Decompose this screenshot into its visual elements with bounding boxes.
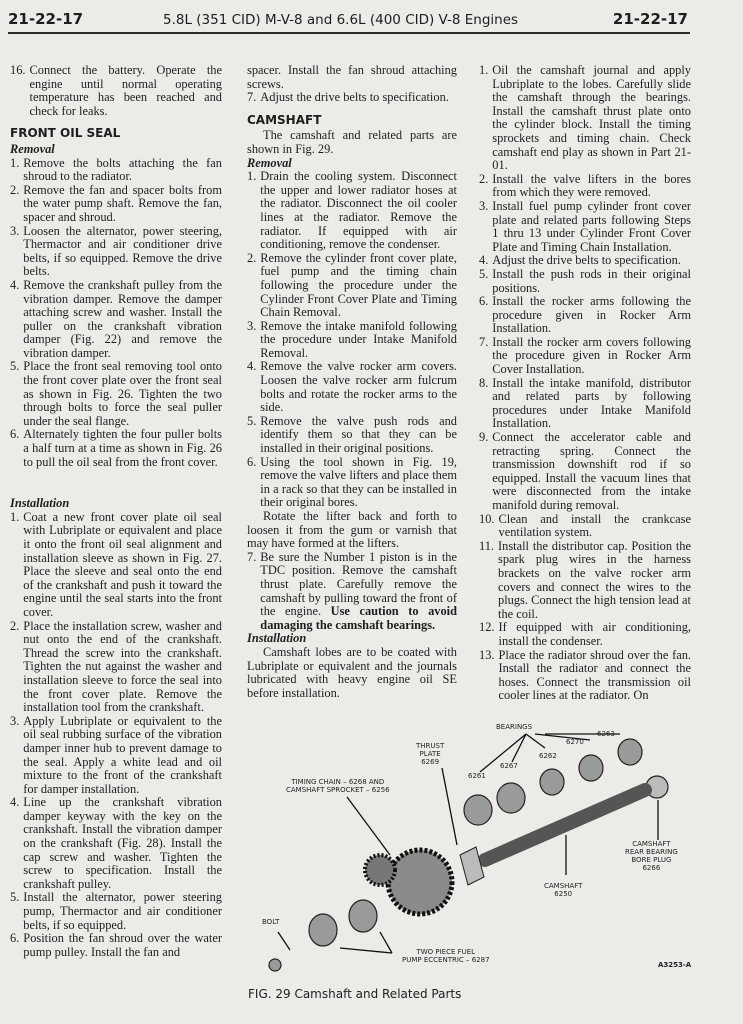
numbered-step: [247, 170, 457, 252]
step-text-body: Clean and install the crankcase ventilation system.: [498, 511, 691, 540]
step-text-body: Using the tool shown in Fig. 19, remove the valve lifters and place them in a rack so that they can be installed in their original bores.: [260, 454, 457, 510]
paragraph: Rotate the lifter back and forth to loosen it from the gum or varnish that may have formed at the lifters.: [247, 509, 457, 551]
subsection-heading: Installation: [10, 496, 70, 511]
numbered-step: [479, 295, 691, 336]
step-text-body: Loosen the alternator, power steering, Thermactor and air conditioner drive belts, if so equipped. Remove the drive belts.: [23, 223, 222, 279]
label-6267: 6267: [500, 762, 518, 770]
step-number: 3.: [10, 223, 20, 238]
label-bolt: BOLT: [262, 918, 280, 926]
step-number: 2.: [247, 250, 257, 265]
step-text: [492, 64, 691, 173]
step-text-body: Remove the crankshaft pulley from the vibration damper. Remove the damper attaching screw and washer. Install the puller on the crankshaft vibration damper (Fig. 22) and remove the vibration damper.: [23, 277, 222, 360]
numbered-step: [10, 225, 222, 279]
step-text-body: If equipped with air conditioning, install the condenser.: [498, 620, 691, 648]
label-6263: 6263: [597, 730, 615, 738]
step-text: [23, 891, 222, 932]
step-text-body: Apply Lubriplate or equivalent to the oil seal rubbing surface of the vibration damper inner hub to prevent damage to the seal. Apply a white lead and oil mixture to the front of the crankshaft for damper installation.: [23, 713, 222, 796]
subsection-heading: Removal: [247, 155, 292, 170]
label-6270: 6270: [566, 738, 584, 746]
numbered-step: [10, 715, 222, 797]
step-number: 5.: [10, 359, 20, 374]
figure-caption: FIG. 29 Camshaft and Related Parts: [248, 987, 462, 1001]
label-camshaft: CAMSHAFT 6250: [544, 882, 583, 898]
step-text-body: Remove the valve push rods and identify them so that they can be installed in their original positions.: [260, 413, 457, 456]
step-number: 6.: [247, 454, 257, 469]
numbered-step: [479, 268, 691, 295]
step-number: 4.: [247, 359, 257, 374]
numbered-step: [10, 279, 222, 361]
step-text-body: Remove the valve rocker arm covers. Loosen the valve rocker arm fulcrum bolts and rotate the rocker arms to the side.: [260, 359, 457, 415]
numbered-step: [247, 320, 457, 361]
numbered-step: [247, 415, 457, 456]
step-text-body: Install fuel pump cylinder front cover plate and related parts following Steps 1 thru 13 under Cylinder Front Cover Plate and Timing Chain Installation.: [492, 198, 691, 254]
step-text-body: Connect the battery. Operate the engine until normal operating temperature has been reached and check for leaks.: [29, 63, 222, 118]
label-bore-plug: CAMSHAFT REAR BEARING BORE PLUG 6266: [625, 840, 678, 872]
step-number: 9.: [479, 430, 489, 445]
step-text-body: Adjust the drive belts to specification.: [492, 253, 681, 268]
spacer: [10, 469, 222, 497]
step-text: [23, 360, 222, 428]
step-caution: Use caution to avoid damaging the camshaft bearings.: [260, 604, 457, 632]
step-text-body: Line up the crankshaft vibration damper keyway with the key on the crankshaft. Install the vibration damper on the crankshaft (Fig. 28). Install the cap screw and washer. Tighten the screw to specification. Install the crankshaft pulley.: [23, 795, 222, 891]
numbered-step: [479, 173, 691, 200]
numbered-step: [479, 649, 691, 703]
step-number: 3.: [247, 318, 257, 333]
step-number: 1.: [247, 169, 257, 184]
step-number: 2.: [10, 182, 20, 197]
step-number: 4.: [10, 277, 20, 292]
step-text-body: Place the installation screw, washer and nut onto the end of the crankshaft. Thread the screw into the crankshaft. Tighten the nut against the washer and installation sleeve to force the seal into the front cover plate. Remove the installation tool from the crankshaft.: [23, 618, 222, 715]
step-text: [23, 157, 222, 184]
step-text: [23, 428, 222, 469]
numbered-step: [10, 184, 222, 225]
step-text: [260, 551, 457, 633]
step-text: [23, 279, 222, 361]
numbered-step: [10, 796, 222, 891]
step-text: [260, 91, 457, 105]
section-heading: FRONT OIL SEAL: [10, 126, 121, 141]
step-number: 1.: [479, 63, 489, 77]
numbered-step: [479, 540, 691, 622]
figure-camshaft-parts: [250, 720, 710, 1010]
step-text: [492, 377, 691, 431]
step-text-body: Oil the camshaft journal and apply Lubriplate to the lobes. Carefully slide the camshaft through the bearings. Install the camshaft thrust plate onto the cylinder block. Install the timing sprockets and timing chain. Check camshaft end play as shown in Part 21-01.: [492, 63, 691, 173]
subsection-heading: Installation: [247, 631, 307, 646]
step-number: 16.: [10, 63, 26, 77]
step-text: [492, 295, 691, 336]
step-text-body: Alternately tighten the four puller bolts a half turn at a time as shown in Fig. 26 to pull the oil seal from the front cover.: [23, 427, 222, 469]
numbered-step: [10, 157, 222, 184]
section-heading: CAMSHAFT: [247, 112, 322, 127]
step-text: [498, 540, 691, 622]
numbered-step: [10, 360, 222, 428]
numbered-step: [10, 511, 222, 620]
label-6261: 6261: [468, 772, 486, 780]
step-number: 6.: [479, 294, 489, 309]
numbered-step: [479, 513, 691, 540]
numbered-step: [10, 64, 222, 118]
numbered-step: [247, 91, 457, 105]
step-text: [23, 796, 222, 891]
label-fuel-pump-eccentric: TWO PIECE FUEL PUMP ECCENTRIC – 6287: [402, 948, 490, 964]
page-number-left: 21-22-17: [8, 10, 84, 28]
step-text: [499, 513, 692, 540]
step-number: 6.: [10, 427, 20, 442]
thrust-plate-shape: [460, 847, 484, 885]
step-number: 12.: [479, 620, 495, 635]
page-title: 5.8L (351 CID) M-V-8 and 6.6L (400 CID) V-8 Engines: [163, 12, 519, 28]
step-text: [492, 268, 691, 295]
step-number: 6.: [10, 931, 20, 946]
step-text: [492, 200, 691, 254]
step-text: [23, 715, 222, 797]
numbered-step: [479, 377, 691, 431]
numbered-step: [247, 252, 457, 320]
numbered-step: [247, 551, 457, 633]
numbered-step: [479, 336, 691, 377]
step-number: 4.: [479, 253, 489, 268]
step-number: 2.: [479, 171, 489, 186]
step-text: [499, 621, 692, 648]
page-number-right: 21-22-17: [612, 10, 688, 28]
step-text: [260, 360, 457, 414]
step-text: [260, 320, 457, 361]
step-text-body: Remove the bolts attaching the fan shroud to the radiator.: [23, 155, 222, 184]
paragraph: spacer. Install the fan shroud attaching screws.: [247, 63, 457, 91]
step-number: 11.: [479, 538, 495, 553]
paragraph: The camshaft and related parts are shown in Fig. 29.: [247, 128, 457, 156]
step-text-body: Install the rocker arms following the procedure given in Rocker Arm Installation.: [492, 294, 691, 336]
step-number: 7.: [247, 90, 257, 105]
numbered-step: [10, 932, 222, 959]
step-number: 5.: [247, 413, 257, 428]
step-number: 5.: [10, 890, 20, 905]
step-number: 7.: [247, 549, 257, 564]
label-6262: 6262: [539, 752, 557, 760]
step-number: 1.: [10, 155, 20, 170]
step-text-body: Remove the fan and spacer bolts from the water pump shaft. Remove the fan, spacer and shroud.: [23, 182, 222, 224]
step-number: 4.: [10, 795, 20, 810]
step-text: [492, 254, 691, 268]
numbered-step: [247, 360, 457, 414]
step-number: 5.: [479, 266, 489, 281]
step-number: 7.: [479, 334, 489, 349]
step-text-body: Position the fan shroud over the water pump pulley. Install the fan and: [23, 931, 222, 959]
step-text-body: Install the rocker arm covers following the procedure given in Rocker Arm Cover Installation.: [492, 334, 691, 377]
label-bearings: BEARINGS: [496, 723, 533, 731]
step-text: [492, 336, 691, 377]
step-text: [492, 431, 691, 513]
step-text-body: Remove the intake manifold following the procedure under Intake Manifold Removal.: [260, 318, 457, 360]
step-text: [260, 252, 457, 320]
step-number: 13.: [479, 647, 495, 662]
step-text: [30, 64, 223, 118]
step-text-body: Coat a new front cover plate oil seal with Lubriplate or equivalent and place it onto the front oil seal alignment and installation sleeve as shown in Fig. 27. Place the sleeve and seal onto the end of the crankshaft and push it toward the engine until the seal starts into the front cover.: [23, 509, 222, 619]
step-text: [492, 173, 691, 200]
step-text-body: Adjust the drive belts to specification.: [260, 90, 449, 105]
page-header: [8, 8, 690, 34]
step-number: 2.: [10, 618, 20, 633]
step-number: 3.: [479, 198, 489, 213]
numbered-step: [479, 64, 691, 173]
figure-code: A3253-A: [658, 961, 692, 969]
step-number: 8.: [479, 375, 489, 390]
step-text-body: Install the push rods in their original positions.: [492, 266, 691, 295]
step-text: [23, 511, 222, 620]
step-text-body: Connect the accelerator cable and retracting spring. Connect the transmission downshift rod if so equipped. Install the vacuum lines that were disconnected from the intake manifold during removal.: [492, 430, 691, 512]
step-text: [23, 932, 222, 959]
numbered-step: [10, 428, 222, 469]
sprocket-shape: [388, 850, 452, 914]
step-number: 1.: [10, 509, 20, 524]
step-text-body: Be sure the Number 1 piston is in the TDC position. Remove the camshaft thrust plate. Carefully remove the camshaft by pulling toward the front of the engine.: [260, 549, 457, 619]
step-text: [23, 620, 222, 715]
step-text: [499, 649, 692, 703]
step-text: [260, 170, 457, 252]
label-thrust-plate: THRUST PLATE 6269: [416, 742, 445, 766]
numbered-step: [479, 200, 691, 254]
text-column-3: [479, 64, 691, 703]
label-timing-chain: TIMING CHAIN – 6268 AND CAMSHAFT SPROCKET – 6256: [286, 778, 390, 794]
step-text-body: Install the alternator, power steering pump, Thermactor and air conditioner belts, if so equipped.: [23, 890, 222, 932]
step-text: [23, 225, 222, 279]
step-text-body: Remove the cylinder front cover plate, fuel pump and the timing chain following the procedure under the Cylinder Front Cover Plate and Timing Chain Removal.: [260, 250, 457, 320]
step-text-body: Install the valve lifters in the bores from which they were removed.: [492, 171, 691, 200]
step-text-body: Place the front seal removing tool onto the front cover plate over the front seal as shown in Fig. 26. Tighten the two through bolts to force the seal puller under the seal flange.: [23, 359, 222, 428]
numbered-step: [10, 620, 222, 715]
step-text: [260, 456, 457, 510]
step-text: [260, 415, 457, 456]
step-number: 10.: [479, 511, 495, 526]
numbered-step: [479, 431, 691, 513]
numbered-step: [10, 891, 222, 932]
step-text-body: Place the radiator shroud over the fan. Install the radiator and connect the hoses. Connect the transmission oil cooler lines at the radiator. On: [498, 647, 691, 703]
numbered-step: [479, 254, 691, 268]
text-column-2: [247, 64, 457, 700]
paragraph: Camshaft lobes are to be coated with Lubriplate or equivalent and the journals lubricated with heavy engine oil SE before installation.: [247, 644, 457, 700]
step-text: [23, 184, 222, 225]
step-text-body: Install the intake manifold, distributor and related parts by following procedures under Intake Manifold Installation.: [492, 375, 691, 431]
numbered-step: [247, 456, 457, 510]
numbered-step: [479, 621, 691, 648]
step-number: 3.: [10, 713, 20, 728]
text-column-1: [10, 64, 222, 959]
step-text-body: Install the distributor cap. Position the spark plug wires in the harness brackets on the valve rocker arm covers and connect the wires to the plugs. Connect the high tension lead at the coil.: [498, 538, 691, 621]
step-text-body: Drain the cooling system. Disconnect the upper and lower radiator hoses at the radiator. Disconnect the oil cooler lines at the radiator. Remove the radiator. If equipped with air conditioning, remove the condenser.: [260, 169, 457, 252]
subsection-heading: Removal: [10, 141, 55, 156]
